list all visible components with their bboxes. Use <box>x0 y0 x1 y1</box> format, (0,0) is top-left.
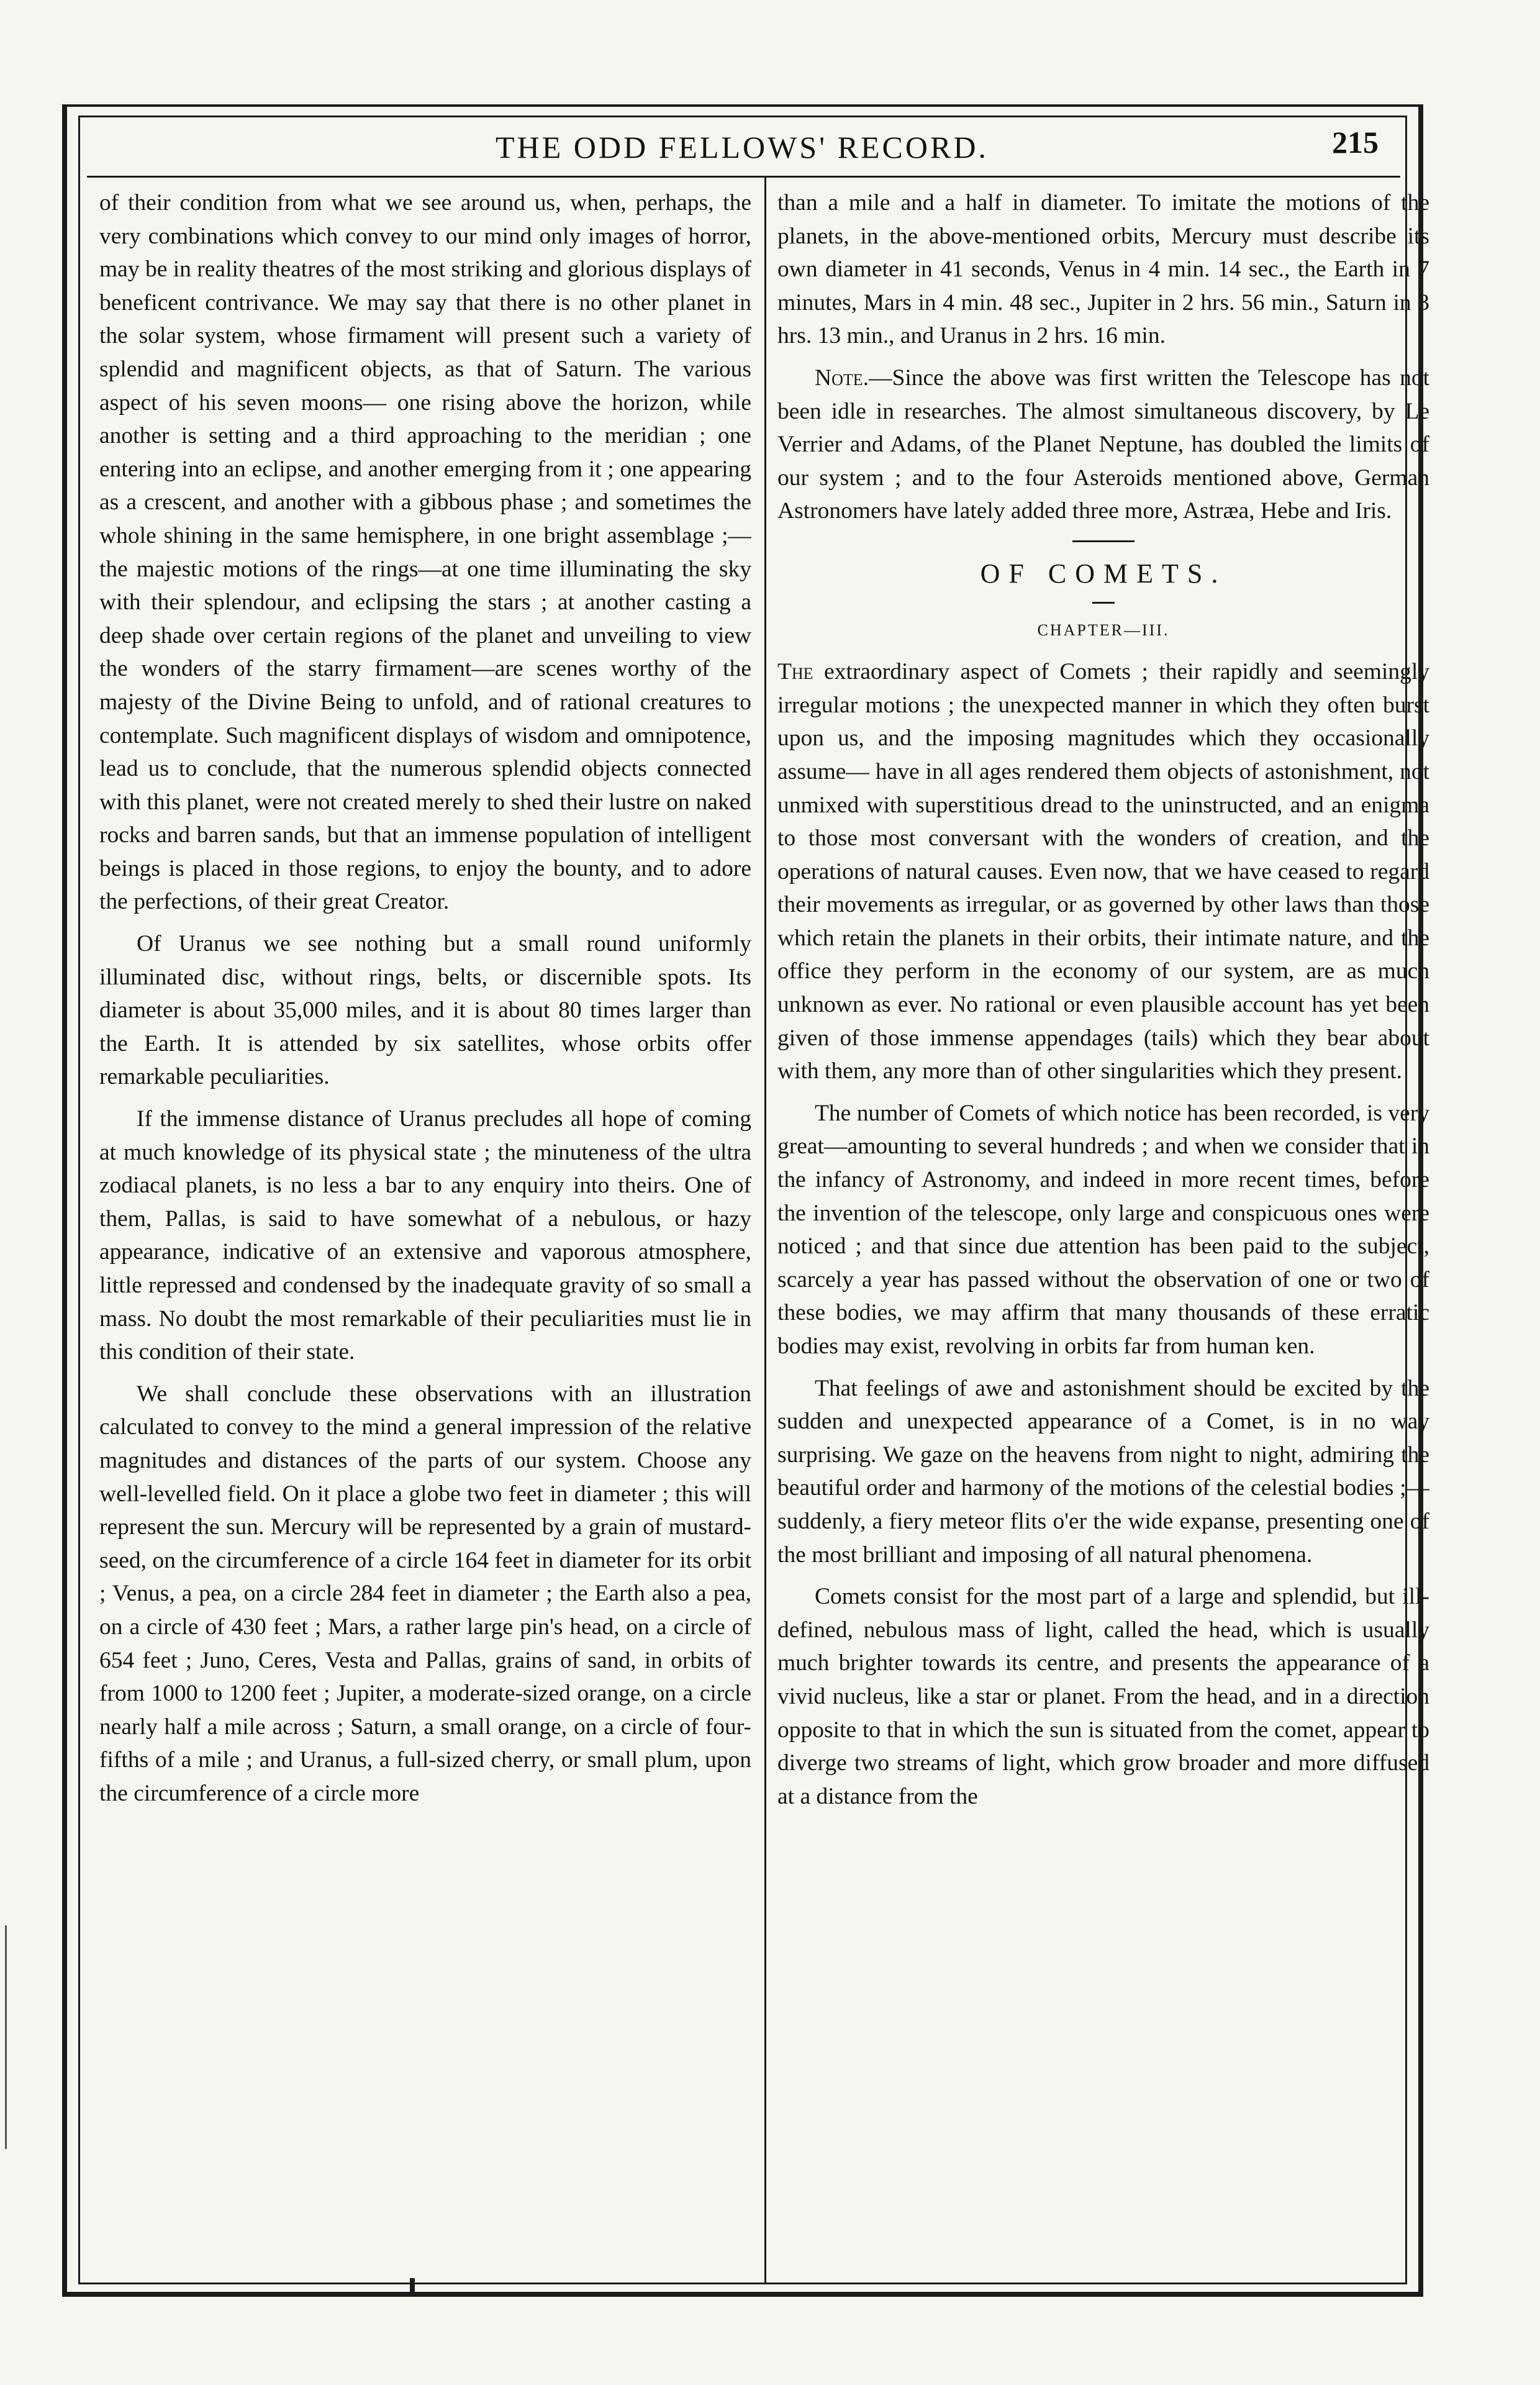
left-column <box>99 186 751 2261</box>
column-divider <box>764 178 766 2284</box>
page-number: 215 <box>1332 125 1379 160</box>
left-paragraph-3: If the immense distance of Uranus precludes all hope of coming at much knowledge of its physical state ; the minuteness of the ultra zodiacal planets, is no less a bar to any enquiry into theirs. One of them, Pallas, is said to have somewhat of a nebulous, or hazy appearance, indicative of an extensive and vaporous atmosphere, little repressed and condensed by the inadequate gravity of so small a mass. No doubt the most remarkable of their peculiarities must lie in this condition of their state. <box>99 1106 751 1365</box>
comets-lead-word: The <box>777 659 813 685</box>
note-lead: Note. <box>815 365 869 391</box>
bottom-rule-tick <box>410 2278 415 2292</box>
running-title: THE ODD FELLOWS' RECORD. <box>496 130 989 165</box>
right-column <box>777 186 1429 2261</box>
page-header <box>87 124 1397 180</box>
left-paragraph-2: Of Uranus we see nothing but a small round uniformly illuminated disc, without rings, belts, or discernible spots. Its diameter is about 35,000 miles, and it is about 80 times larger than the Earth. It is attended by six satellites, whose orbits offer remarkable peculiarities. <box>99 931 751 1090</box>
right-paragraph-continued: than a mile and a half in diameter. To imitate the motions of the planets, in the above-mentioned orbits, Mercury must describe its own diameter in 41 seconds, Venus in 4 min. 14 sec., the Earth in 7 minutes, Mars in 4 min. 48 sec., Jupiter in 2 hrs. 56 min., Saturn in 3 hrs. 13 min., and Uranus in 2 hrs. 16 min. <box>777 190 1429 349</box>
left-paragraph-4: We shall conclude these observations with an illustration calculated to convey to the mind a general impression of the relative magnitudes and distances of the parts of our system. Choose any well-levelled field. On it place a globe two feet in diameter ; this will represent the sun. Mercury will be represented by a grain of mustard-seed, on the circumference of a circle 164 feet in diameter for its orbit ; Venus, a pea, on a circle 284 feet in diameter ; the Earth also a pea, on a circle of 430 feet ; Mars, a rather large pin's head, on a circle of 654 feet ; Juno, Ceres, Vesta and Pallas, grains of sand, in orbits of from 1000 to 1200 feet ; Jupiter, a moderate-sized orange, on a circle nearly half a mile across ; Saturn, a small orange, on a circle of four-fifths of a mile ; and Uranus, a full-sized cherry, or small plum, upon the circumference of a circle more <box>99 1381 751 1806</box>
scan-edge-mark <box>5 1925 7 2149</box>
comets-paragraph-1-text: extraordinary aspect of Comets ; their rapidly and seemingly irregular motions ; the unexpected manner in which they often burst upon us, and the imposing magnitudes which they occasionally assume— have in all ages rendered them objects of astonishment, not unmixed with superstitious dread to the uninstructed, and an enigma to those most conversant with the wonders of creation, and the operations of natural causes. Even now, that we have ceased to regard their movements as irregular, or as governed by other laws than those which retain the planets in their orbits, their intimate nature, and the office they perform in the economy of our system, are as much unknown as ever. No rational or even plausible account has yet been given of those immense appendages (tails) which they bear about with them, any more than of other singularities which they present. <box>777 659 1429 1084</box>
left-paragraph-1: of their condition from what we see around us, when, perhaps, the very combinations which convey to our mind only images of horror, may be in reality theatres of the most striking and glorious displays of beneficent contrivance. We may say that there is no other planet in the solar system, whose firmament will present such a variety of splendid and magnificent objects, as that of Saturn. The various aspect of his seven moons— one rising above the horizon, while another is setting and a third approaching to the meridian ; one entering into an eclipse, and another emerging from it ; one appearing as a crescent, and another with a gibbous phase ; and sometimes the whole shining in the same hemisphere, in one bright assemblage ;—the majestic motions of the rings—at one time illuminating the sky with their splendour, and eclipsing the stars ; at another casting a deep shade over certain regions of the planet and unveiling to view the wonders of the starry firmament—are scenes worthy of the majesty of the Divine Being to unfold, and of rational creatures to contemplate. Such magnificent displays of wisdom and omnipotence, lead us to conclude, that the numerous splendid objects connected with this planet, were not created merely to shed their lustre on naked rocks and barren sands, but that an immense population of intelligent beings is placed in those regions, to enjoy the bounty, and to adore the perfections, of their great Creator. <box>99 190 751 915</box>
section-title: OF COMETS. <box>777 540 1429 591</box>
comets-paragraph-3: That feelings of awe and astonishment should be excited by the sudden and unexpected appearance of a Comet, is in no way surprising. We gaze on the heavens from night to night, admiring the beautiful order and harmony of the motions of the celestial bodies ;—suddenly, a fiery meteor flits o'er the wide expanse, presenting one of the most brilliant and imposing of all natural phenomena. <box>777 1375 1429 1568</box>
comets-paragraph-2: The number of Comets of which notice has been recorded, is very great—amounting to several hundreds ; and when we consider that in the infancy of Astronomy, and indeed in more recent times, before the invention of the telescope, only large and conspicuous ones were noticed ; and that since due attention has been paid to the subject, scarcely a year has passed without the observation of one or two of these bodies, we may affirm that many thousands of these erratic bodies may exist, revolving in orbits far from human ken. <box>777 1100 1429 1359</box>
comets-paragraph-1 <box>777 655 1429 1088</box>
comets-paragraph-4: Comets consist for the most part of a large and splendid, but ill-defined, nebulous mass of light, called the head, which is usually much brighter towards its centre, and presents the appearance of a vivid nucleus, like a star or planet. From the head, and in a direction opposite to that in which the sun is situated from the comet, appear to diverge two streams of light, which grow broader and more diffused at a distance from the <box>777 1584 1429 1809</box>
header-rule <box>87 176 1400 178</box>
note-text: —Since the above was first written the Telescope has not been idle in researches. The almost simultaneous discovery, by Le Verrier and Adams, of the Planet Neptune, has doubled the limits of our system ; and to the four Asteroids mentioned above, German Astronomers have lately added three more, Astræa, Hebe and Iris. <box>777 365 1429 524</box>
chapter-heading: CHAPTER—III. <box>777 602 1429 647</box>
note-paragraph <box>777 361 1429 528</box>
